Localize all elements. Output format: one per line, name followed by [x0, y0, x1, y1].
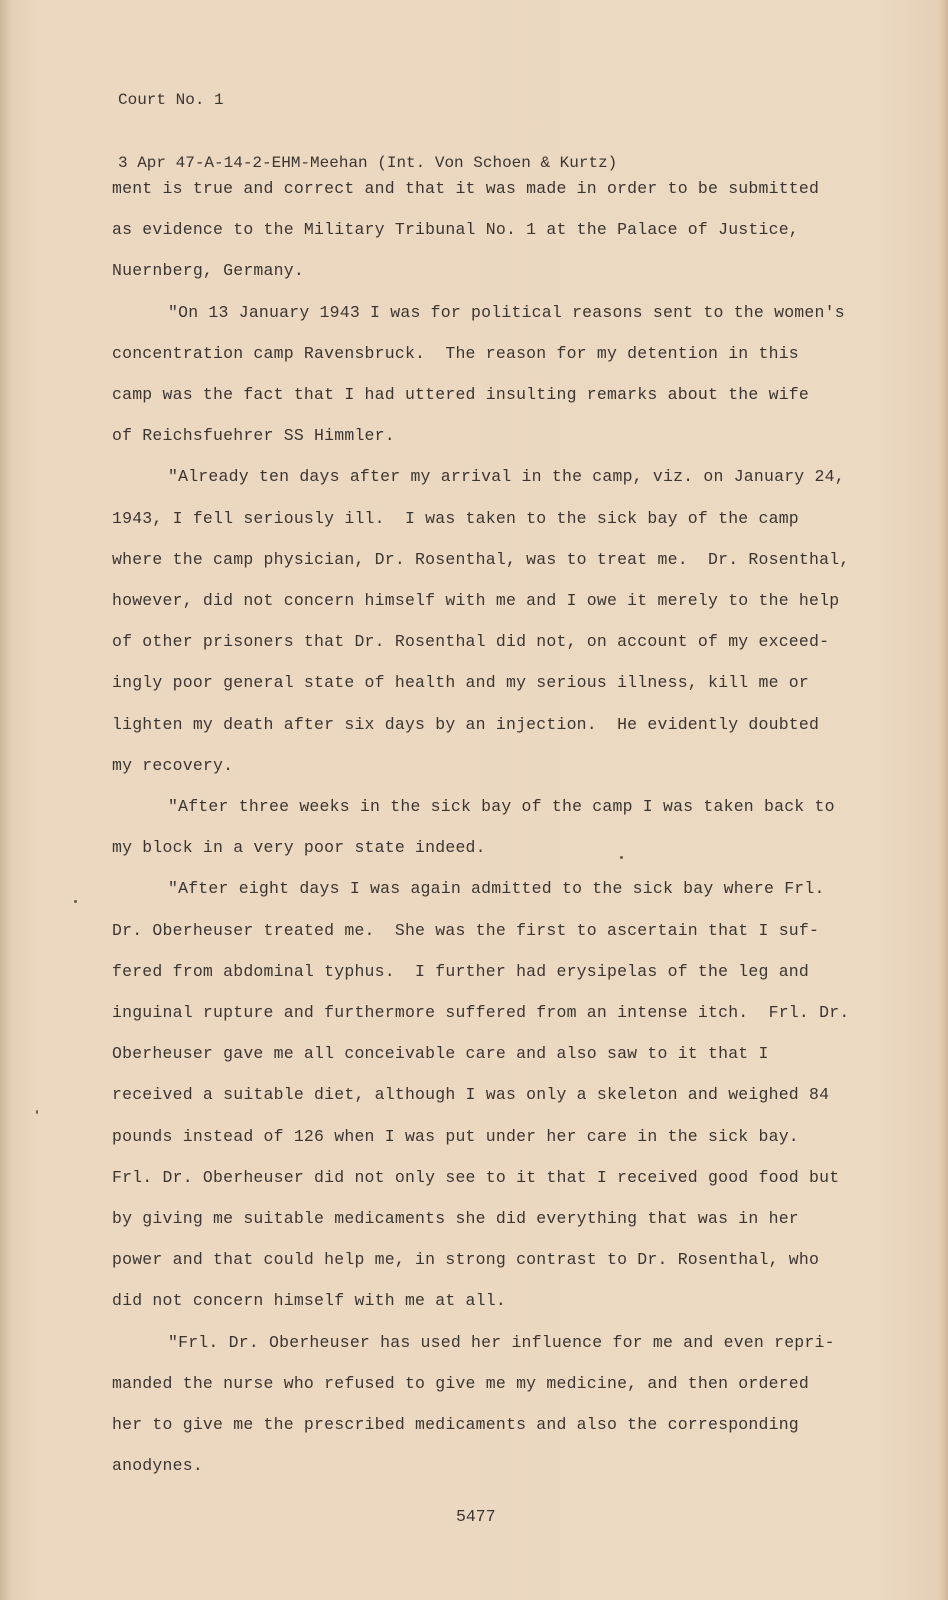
text-line: ment is true and correct and that it was made in order to be submitted	[112, 179, 820, 198]
text-line: by giving me suitable medicaments she did everything that was in her	[112, 1209, 799, 1229]
text-line: of other prisoners that Dr. Rosenthal did not, on account of my exceed-	[112, 632, 830, 652]
text-line: Nuernberg, Germany.	[112, 261, 304, 281]
text-line: lighten my death after six days by an injection. He evidently doubted	[112, 714, 820, 734]
paper-speck	[36, 1110, 38, 1114]
text-line: anodynes.	[112, 1456, 203, 1476]
text-line: of Reichsfuehrer SS Himmler.	[112, 426, 395, 446]
text-line: where the camp physician, Dr. Rosenthal, was to treat me. Dr. Rosenthal,	[112, 549, 850, 569]
text-line: "Already ten days after my arrival in the camp, viz. on January 24,	[168, 467, 845, 487]
paper-edge-right	[938, 0, 948, 1600]
text-line: ingly poor general state of health and my serious illness, kill me or	[112, 673, 810, 693]
text-line: my recovery.	[112, 755, 234, 775]
text-line: Oberheuser gave me all conceivable care and also saw to it that I	[112, 1044, 769, 1064]
text-line: however, did not concern himself with me and I owe it merely to the help	[112, 591, 840, 611]
text-line: Dr. Oberheuser treated me. She was the first to ascertain that I suf-	[112, 920, 820, 940]
paper-edge-left	[0, 0, 12, 1600]
paper-speck	[74, 900, 77, 903]
text-line: her to give me the prescribed medicaments and also the corresponding	[112, 1415, 799, 1435]
text-line: as evidence to the Military Tribunal No. 1 at the Palace of Justice,	[112, 220, 799, 240]
text-line: concentration camp Ravensbruck. The reason for my detention in this	[112, 343, 799, 363]
text-line: camp was the fact that I had uttered insulting remarks about the wife	[112, 385, 810, 405]
text-line: received a suitable diet, although I was only a skeleton and weighed 84	[112, 1085, 830, 1105]
text-line: did not concern himself with me at all.	[112, 1291, 506, 1311]
text-line: inguinal rupture and furthermore suffered from an intense itch. Frl. Dr.	[112, 1003, 850, 1023]
text-line: manded the nurse who refused to give me my medicine, and then ordered	[112, 1373, 810, 1393]
text-line: "Frl. Dr. Oberheuser has used her influence for me and even repri-	[168, 1332, 835, 1352]
text-line: "After three weeks in the sick bay of the camp I was taken back to	[168, 797, 835, 817]
text-line: 1943, I fell seriously ill. I was taken to the sick bay of the camp	[112, 508, 799, 528]
text-line: my block in a very poor state indeed.	[112, 838, 486, 858]
text-line: pounds instead of 126 when I was put under her care in the sick bay.	[112, 1126, 799, 1146]
text-line: "On 13 January 1943 I was for political reasons sent to the women's	[168, 302, 845, 322]
court-number: Court No. 1	[118, 91, 224, 109]
text-line: "After eight days I was again admitted to the sick bay where Frl.	[168, 879, 825, 899]
text-line: Frl. Dr. Oberheuser did not only see to it that I received good food but	[112, 1167, 840, 1187]
testimony-body	[112, 168, 849, 1487]
paper-speck	[620, 856, 623, 859]
document-reference: 3 Apr 47-A-14-2-EHM-Meehan (Int. Von Schoen & Kurtz)	[118, 154, 618, 172]
text-line: power and that could help me, in strong contrast to Dr. Rosenthal, who	[112, 1250, 820, 1270]
page-number: 5477	[456, 1507, 496, 1526]
text-line: fered from abdominal typhus. I further had erysipelas of the leg and	[112, 961, 810, 981]
